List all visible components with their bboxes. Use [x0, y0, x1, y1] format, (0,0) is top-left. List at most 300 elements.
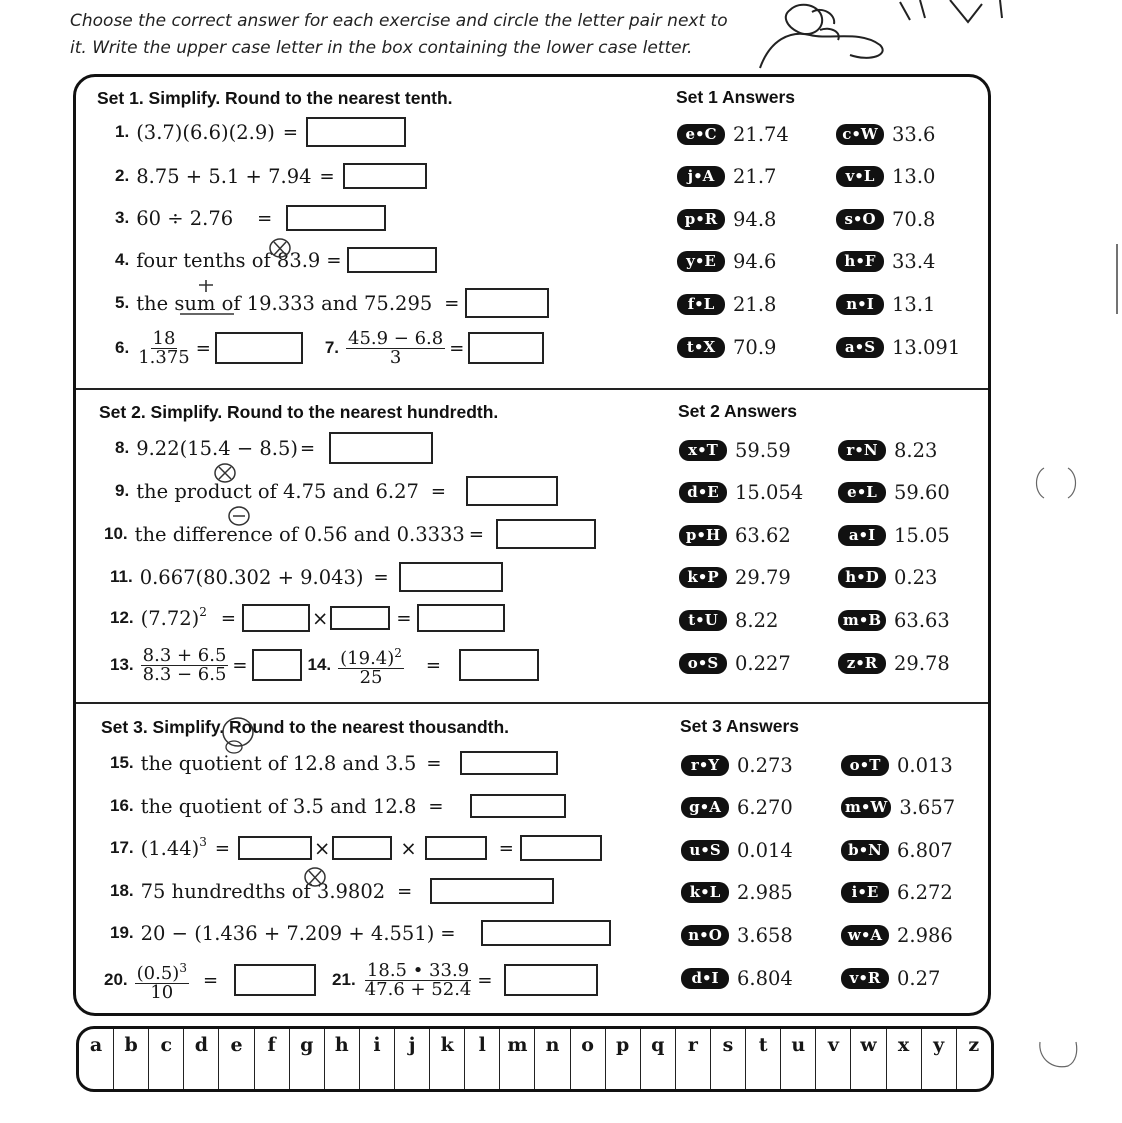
decoder-cell-letter: k: [440, 1034, 454, 1056]
letter-pair-badge: s•O: [836, 209, 884, 230]
exercise-16: [110, 791, 566, 821]
equals-sign: =: [220, 607, 237, 629]
answer-choice[interactable]: [838, 522, 950, 548]
letter-pair-badge: c•W: [836, 124, 884, 145]
fraction: [141, 644, 229, 685]
exercise-expression: the quotient of 12.8 and 3.5: [140, 751, 417, 775]
decoder-cell-letter: n: [545, 1034, 560, 1056]
decoder-cell[interactable]: [571, 1029, 606, 1089]
letter-pair-badge: o•S: [679, 653, 727, 674]
letter-pair-badge: o•T: [841, 755, 889, 776]
exercise-number: 7.: [324, 338, 339, 357]
letter-pair-badge: m•W: [841, 797, 891, 818]
exercise-expression: the sum of 19.333 and 75.295: [136, 291, 433, 315]
letter-pair-badge: i•E: [841, 882, 889, 903]
exponent: 3: [179, 960, 187, 975]
exercise-expression: 9.22(15.4 − 8.5): [136, 436, 298, 460]
set1-answers-heading: Set 1 Answers: [676, 87, 795, 107]
decoder-cell-letter: s: [722, 1034, 734, 1056]
decoder-cell-letter: u: [791, 1034, 806, 1056]
decoder-cell-letter: c: [160, 1034, 173, 1056]
letter-pair-badge: b•N: [841, 840, 889, 861]
decoder-cell[interactable]: [430, 1029, 465, 1089]
answer-value: 94.6: [733, 250, 777, 274]
answer-choice[interactable]: [836, 334, 960, 360]
letter-pair-badge: h•D: [838, 567, 886, 588]
equals-sign: =: [326, 249, 342, 271]
decoder-cell[interactable]: [606, 1029, 641, 1089]
answer-choice[interactable]: [836, 121, 935, 147]
decoder-cell[interactable]: [500, 1029, 535, 1089]
letter-pair-badge: k•L: [681, 882, 729, 903]
answer-box[interactable]: [468, 332, 544, 364]
decoder-cell-letter: v: [827, 1034, 839, 1056]
decoder-cell-letter: m: [507, 1034, 528, 1056]
letter-pair-badge: d•E: [679, 482, 727, 503]
decoder-cell-letter: b: [124, 1034, 138, 1056]
decoder-cell[interactable]: [79, 1029, 114, 1089]
letter-pair-badge: e•L: [838, 482, 886, 503]
answer-choice[interactable]: [838, 437, 937, 463]
answer-value: 21.7: [733, 165, 777, 189]
exercise-number: 4.: [115, 250, 130, 269]
answer-box[interactable]: [466, 476, 558, 506]
pencil-mark-circle-x: [210, 460, 240, 486]
letter-pair-badge: e•C: [677, 124, 725, 145]
decoder-cell-letter: a: [89, 1034, 103, 1056]
numerator-base: (19.4): [340, 647, 395, 669]
equals-sign: =: [498, 837, 514, 859]
decoder-cell-letter: t: [758, 1034, 768, 1056]
answer-choice[interactable]: [841, 965, 940, 991]
page-edge-line: [1114, 244, 1120, 314]
answer-value: 15.05: [894, 523, 950, 547]
exercise-9: [115, 476, 558, 506]
pencil-mark-underline: [178, 310, 238, 318]
pencil-mark-circle-x: [300, 865, 330, 891]
exercise-17: [110, 833, 602, 863]
answer-box[interactable]: [520, 835, 602, 861]
exercise-expression: the product of 4.75 and 6.27: [136, 479, 419, 503]
answer-choice[interactable]: [679, 650, 791, 676]
answer-choice[interactable]: [681, 880, 793, 906]
exercise-number: 18.: [110, 881, 134, 900]
decoder-cell-letter: p: [616, 1034, 630, 1056]
answer-choice[interactable]: [841, 880, 953, 906]
pencil-mark-circle-division: [218, 714, 258, 754]
decoder-cell[interactable]: [360, 1029, 395, 1089]
letter-pair-badge: u•S: [681, 840, 729, 861]
equals-sign: =: [282, 121, 298, 143]
answer-choice[interactable]: [681, 795, 793, 821]
answer-choice[interactable]: [677, 334, 776, 360]
answer-value: 63.62: [735, 523, 791, 547]
letter-pair-badge: v•R: [841, 968, 889, 989]
decoder-cell[interactable]: [746, 1029, 781, 1089]
equals-sign: =: [444, 292, 460, 314]
decoder-cell[interactable]: [641, 1029, 676, 1089]
pencil-mark-circle-minus: [224, 503, 254, 529]
exercise-number: 9.: [115, 481, 130, 500]
decoder-cell-letter: z: [968, 1034, 980, 1056]
answer-box[interactable]: [330, 606, 390, 630]
answer-value: 0.27: [897, 966, 941, 990]
numerator: [135, 959, 189, 984]
exercise-expression: 0.667(80.302 + 9.043): [139, 565, 364, 589]
pencil-mark-circle-x: [265, 236, 295, 262]
binder-hole-mark: [1030, 460, 1082, 504]
answer-value: 29.78: [894, 651, 950, 675]
numerator-base: (0.5): [136, 962, 180, 984]
equals-sign: =: [202, 969, 219, 991]
answer-box[interactable]: [238, 836, 312, 860]
answer-value: 70.9: [733, 335, 777, 359]
answer-value: 13.0: [892, 165, 936, 189]
numerator: 18: [152, 327, 176, 349]
answer-choice[interactable]: [677, 206, 776, 232]
letter-pair-badge: x•T: [679, 440, 727, 461]
answer-value: 0.014: [737, 838, 793, 862]
answer-box[interactable]: [215, 332, 303, 364]
numerator: [338, 644, 404, 669]
cartoon-hand-illustration: [750, 0, 1010, 72]
answer-box[interactable]: [417, 604, 505, 632]
decoder-cell[interactable]: [395, 1029, 430, 1089]
answer-box[interactable]: [306, 117, 406, 147]
denominator: 47.6 + 52.4: [364, 978, 472, 1000]
decoder-cell[interactable]: [781, 1029, 816, 1089]
exercise-expression: (1.44): [140, 836, 200, 860]
answer-value: 70.8: [892, 207, 936, 231]
set2-answers-heading: Set 2 Answers: [678, 401, 797, 421]
answer-value: 33.4: [892, 250, 936, 274]
answer-box[interactable]: [465, 288, 549, 318]
exercise-number: 14.: [307, 655, 332, 674]
numerator: 18.5 • 33.9: [366, 959, 470, 981]
equals-sign: =: [397, 880, 413, 902]
answer-value: 3.657: [899, 796, 956, 820]
exercise-10: [104, 519, 596, 549]
answer-value: 2.985: [737, 881, 793, 905]
answer-box[interactable]: [234, 964, 316, 996]
decoder-cell-letter: i: [373, 1034, 381, 1056]
decoder-cell-letter: x: [897, 1034, 910, 1056]
answer-value: 0.23: [894, 566, 938, 590]
decoder-cell[interactable]: [676, 1029, 711, 1089]
times-sign: ×: [400, 836, 417, 860]
exercise-12: [110, 603, 505, 633]
answer-value: 8.23: [894, 438, 938, 462]
decoder-cell[interactable]: [325, 1029, 360, 1089]
exercise-number: 8.: [115, 438, 130, 457]
exercise-expression: the quotient of 3.5 and 12.8: [140, 794, 417, 818]
answer-choice[interactable]: [838, 480, 950, 506]
exercise-number: 16.: [110, 796, 134, 815]
answer-choice[interactable]: [841, 922, 953, 948]
answer-value: 0.013: [897, 753, 953, 777]
answer-box[interactable]: [329, 432, 433, 464]
answer-value: 13.091: [892, 335, 961, 359]
set-divider-2: [76, 702, 988, 704]
exercise-15: [110, 748, 558, 778]
exercise-number: 13.: [110, 655, 134, 674]
answer-value: 6.270: [737, 796, 793, 820]
letter-pair-badge: w•A: [841, 925, 889, 946]
decoder-cell[interactable]: [711, 1029, 746, 1089]
answer-value: 2.986: [897, 923, 953, 947]
fraction: [338, 644, 404, 687]
answer-choice[interactable]: [677, 164, 776, 190]
answer-choice[interactable]: [679, 522, 791, 548]
fraction: [135, 959, 189, 1002]
exercise-number: 2.: [115, 166, 130, 185]
denominator: 25: [359, 666, 383, 688]
letter-pair-badge: r•N: [838, 440, 886, 461]
answer-choice[interactable]: [679, 607, 778, 633]
equals-sign: =: [428, 795, 444, 817]
exercise-number: 10.: [104, 524, 128, 543]
exercise-3: [115, 203, 386, 233]
answer-choice[interactable]: [677, 121, 789, 147]
answer-choice[interactable]: [836, 291, 935, 317]
letter-pair-badge: d•I: [681, 968, 729, 989]
fraction: [346, 327, 445, 368]
answer-choice[interactable]: [836, 206, 935, 232]
letter-pair-badge: v•L: [836, 166, 884, 187]
decoder-cell-letter: o: [581, 1034, 594, 1056]
answer-choice[interactable]: [838, 565, 937, 591]
answer-choice[interactable]: [677, 249, 776, 275]
letter-pair-badge: r•Y: [681, 755, 729, 776]
answer-box[interactable]: [332, 836, 392, 860]
exercise-number: 5.: [115, 293, 130, 312]
equals-sign: =: [449, 337, 465, 359]
answer-box[interactable]: [460, 751, 558, 775]
letter-pair-badge: p•H: [679, 525, 727, 546]
exercise-expression: 8.75 + 5.1 + 7.94: [136, 164, 312, 188]
equals-sign: =: [426, 752, 442, 774]
answer-box[interactable]: [481, 920, 611, 946]
exponent: 2: [394, 645, 402, 660]
decoder-cell[interactable]: [535, 1029, 570, 1089]
fraction: [363, 959, 474, 1000]
letter-pair-badge: j•A: [677, 166, 725, 187]
answer-value: 6.804: [737, 966, 793, 990]
set-divider-1: [76, 388, 988, 390]
letter-pair-badge: f•L: [677, 294, 725, 315]
decoder-cell-letter: e: [230, 1034, 243, 1056]
decoder-cell-letter: y: [933, 1034, 945, 1056]
decoder-cell[interactable]: [255, 1029, 290, 1089]
denominator: 3: [389, 346, 402, 368]
set3-answers-heading: Set 3 Answers: [680, 716, 799, 736]
letter-pair-badge: g•A: [681, 797, 729, 818]
answer-value: 59.59: [735, 438, 791, 462]
exercise-19: [110, 918, 611, 948]
decoder-cell-letter: h: [334, 1034, 349, 1056]
decoder-cell-letter: l: [478, 1034, 486, 1056]
decoder-cell[interactable]: [887, 1029, 922, 1089]
equals-sign: =: [430, 480, 447, 502]
alphabet-decoder-strip: [76, 1026, 994, 1092]
exercise-expression: 60 ÷ 2.76: [136, 206, 234, 230]
binder-hole-mark: [1030, 1036, 1082, 1076]
numerator: 45.9 − 6.8: [348, 327, 444, 349]
exercise-11: [110, 562, 503, 592]
answer-choice[interactable]: [681, 965, 793, 991]
letter-pair-badge: k•P: [679, 567, 727, 588]
set3-heading: Set 3. Simplify. Round to the nearest thousandth.: [101, 717, 510, 737]
letter-pair-badge: p•R: [677, 209, 725, 230]
decoder-cell[interactable]: [465, 1029, 500, 1089]
decoder-cell[interactable]: [149, 1029, 184, 1089]
letter-pair-badge: n•O: [681, 925, 729, 946]
equals-sign: =: [373, 566, 389, 588]
answer-value: 21.8: [733, 292, 777, 316]
answer-choice[interactable]: [679, 437, 791, 463]
answer-value: 8.22: [735, 608, 779, 632]
decoder-cell[interactable]: [114, 1029, 149, 1089]
answer-choice[interactable]: [836, 249, 935, 275]
equals-sign: =: [477, 969, 493, 991]
decoder-cell-letter: w: [860, 1034, 877, 1056]
answer-choice[interactable]: [679, 565, 791, 591]
exercise-2: [115, 161, 427, 191]
answer-value: 94.8: [733, 207, 777, 231]
answer-value: 0.227: [735, 651, 791, 675]
letter-pair-badge: n•I: [836, 294, 884, 315]
instructions: [70, 8, 770, 62]
decoder-cell[interactable]: [290, 1029, 325, 1089]
answer-choice[interactable]: [841, 752, 953, 778]
exercise-number: 17.: [110, 838, 134, 857]
exercise-number: 21.: [332, 970, 356, 989]
answer-box[interactable]: [425, 836, 487, 860]
equals-sign: =: [232, 654, 248, 676]
answer-box[interactable]: [496, 519, 596, 549]
exercise-expression: (7.72): [140, 606, 200, 630]
letter-pair-badge: z•R: [838, 653, 886, 674]
answer-value: 59.60: [894, 481, 950, 505]
times-sign: ×: [314, 836, 331, 860]
decoder-cell[interactable]: [957, 1029, 991, 1089]
letter-pair-badge: a•I: [838, 525, 886, 546]
instructions-line-2: it. Write the upper case letter in the box containing the lower case letter.: [70, 38, 693, 58]
answer-box[interactable]: [470, 794, 566, 818]
exercise-expression: 75 hundredths of 3.9802: [140, 879, 386, 903]
instructions-line-1: Choose the correct answer for each exercise and circle the letter pair next to: [70, 11, 728, 31]
answer-value: 29.79: [735, 566, 791, 590]
answer-box[interactable]: [347, 247, 437, 273]
answer-choice[interactable]: [836, 164, 935, 190]
decoder-cell[interactable]: [219, 1029, 254, 1089]
answer-choice[interactable]: [841, 837, 953, 863]
equals-sign: =: [300, 437, 316, 459]
answer-choice[interactable]: [838, 650, 950, 676]
answer-choice[interactable]: [681, 752, 793, 778]
decoder-cell-letter: g: [300, 1034, 314, 1056]
answer-value: 6.272: [897, 881, 953, 905]
letter-pair-badge: a•S: [836, 337, 884, 358]
equals-sign: =: [319, 165, 335, 187]
answer-box[interactable]: [430, 878, 554, 904]
letter-pair-badge: m•B: [838, 610, 886, 631]
answer-value: 0.273: [737, 753, 793, 777]
answer-box[interactable]: [242, 604, 310, 632]
answer-choice[interactable]: [841, 795, 955, 821]
equals-sign: =: [425, 654, 442, 676]
answer-box[interactable]: [399, 562, 503, 592]
answer-choice[interactable]: [838, 607, 950, 633]
answer-box[interactable]: [286, 205, 386, 231]
answer-choice[interactable]: [679, 480, 803, 506]
exercise-number: 15.: [110, 753, 134, 772]
answer-box[interactable]: [459, 649, 539, 681]
exercise-number: 12.: [110, 608, 134, 627]
exponent: 2: [199, 605, 207, 619]
answer-value: 15.054: [735, 481, 804, 505]
exercise-number: 6.: [115, 338, 130, 357]
answer-value: 6.807: [897, 838, 953, 862]
numerator: 8.3 + 6.5: [142, 644, 227, 666]
exercise-number: 20.: [104, 970, 128, 989]
exercise-1: [115, 117, 406, 147]
decoder-cell[interactable]: [816, 1029, 851, 1089]
exercise-6: [115, 327, 544, 368]
denominator: 8.3 − 6.5: [142, 663, 227, 685]
exercise-expression: 20 − (1.436 + 7.209 + 4.551): [140, 921, 435, 945]
exercise-18: [110, 876, 554, 906]
exercise-expression: (3.7)(6.6)(2.9): [136, 120, 275, 144]
exponent: 3: [199, 835, 207, 849]
equals-sign: =: [195, 337, 211, 359]
exercise-number: 1.: [115, 122, 130, 141]
equals-sign: =: [468, 523, 484, 545]
equals-sign: =: [257, 207, 273, 229]
exercise-number: 3.: [115, 208, 130, 227]
decoder-cell-letter: d: [194, 1034, 209, 1056]
set2-heading: Set 2. Simplify. Round to the nearest hundredth.: [99, 402, 499, 422]
exercise-number: 19.: [110, 923, 134, 942]
equals-sign: =: [396, 607, 412, 629]
answer-box[interactable]: [252, 649, 302, 681]
decoder-cell-letter: f: [267, 1034, 276, 1056]
exercise-8: [115, 433, 433, 463]
decoder-cell-letter: j: [408, 1034, 416, 1056]
decoder-cell[interactable]: [922, 1029, 957, 1089]
denominator: 1.375: [138, 346, 190, 368]
decoder-cell[interactable]: [184, 1029, 219, 1089]
answer-value: 63.63: [894, 608, 950, 632]
answer-value: 33.6: [892, 122, 936, 146]
answer-choice[interactable]: [677, 291, 776, 317]
decoder-cell[interactable]: [851, 1029, 886, 1089]
answer-choice[interactable]: [681, 922, 793, 948]
pencil-mark-plus: [196, 278, 216, 294]
denominator: 10: [150, 981, 174, 1003]
letter-pair-badge: t•X: [677, 337, 725, 358]
exercise-expression: four tenths of 83.9: [136, 248, 321, 272]
answer-choice[interactable]: [681, 837, 793, 863]
answer-box[interactable]: [343, 163, 427, 189]
set1-heading: Set 1. Simplify. Round to the nearest tenth.: [97, 88, 453, 108]
equals-sign: =: [440, 922, 456, 944]
fraction: [136, 327, 192, 368]
exercise-20: [104, 959, 598, 1003]
exercise-expression: the difference of 0.56 and 0.3333: [134, 522, 465, 546]
answer-box[interactable]: [504, 964, 598, 996]
exercise-13: [110, 644, 539, 688]
